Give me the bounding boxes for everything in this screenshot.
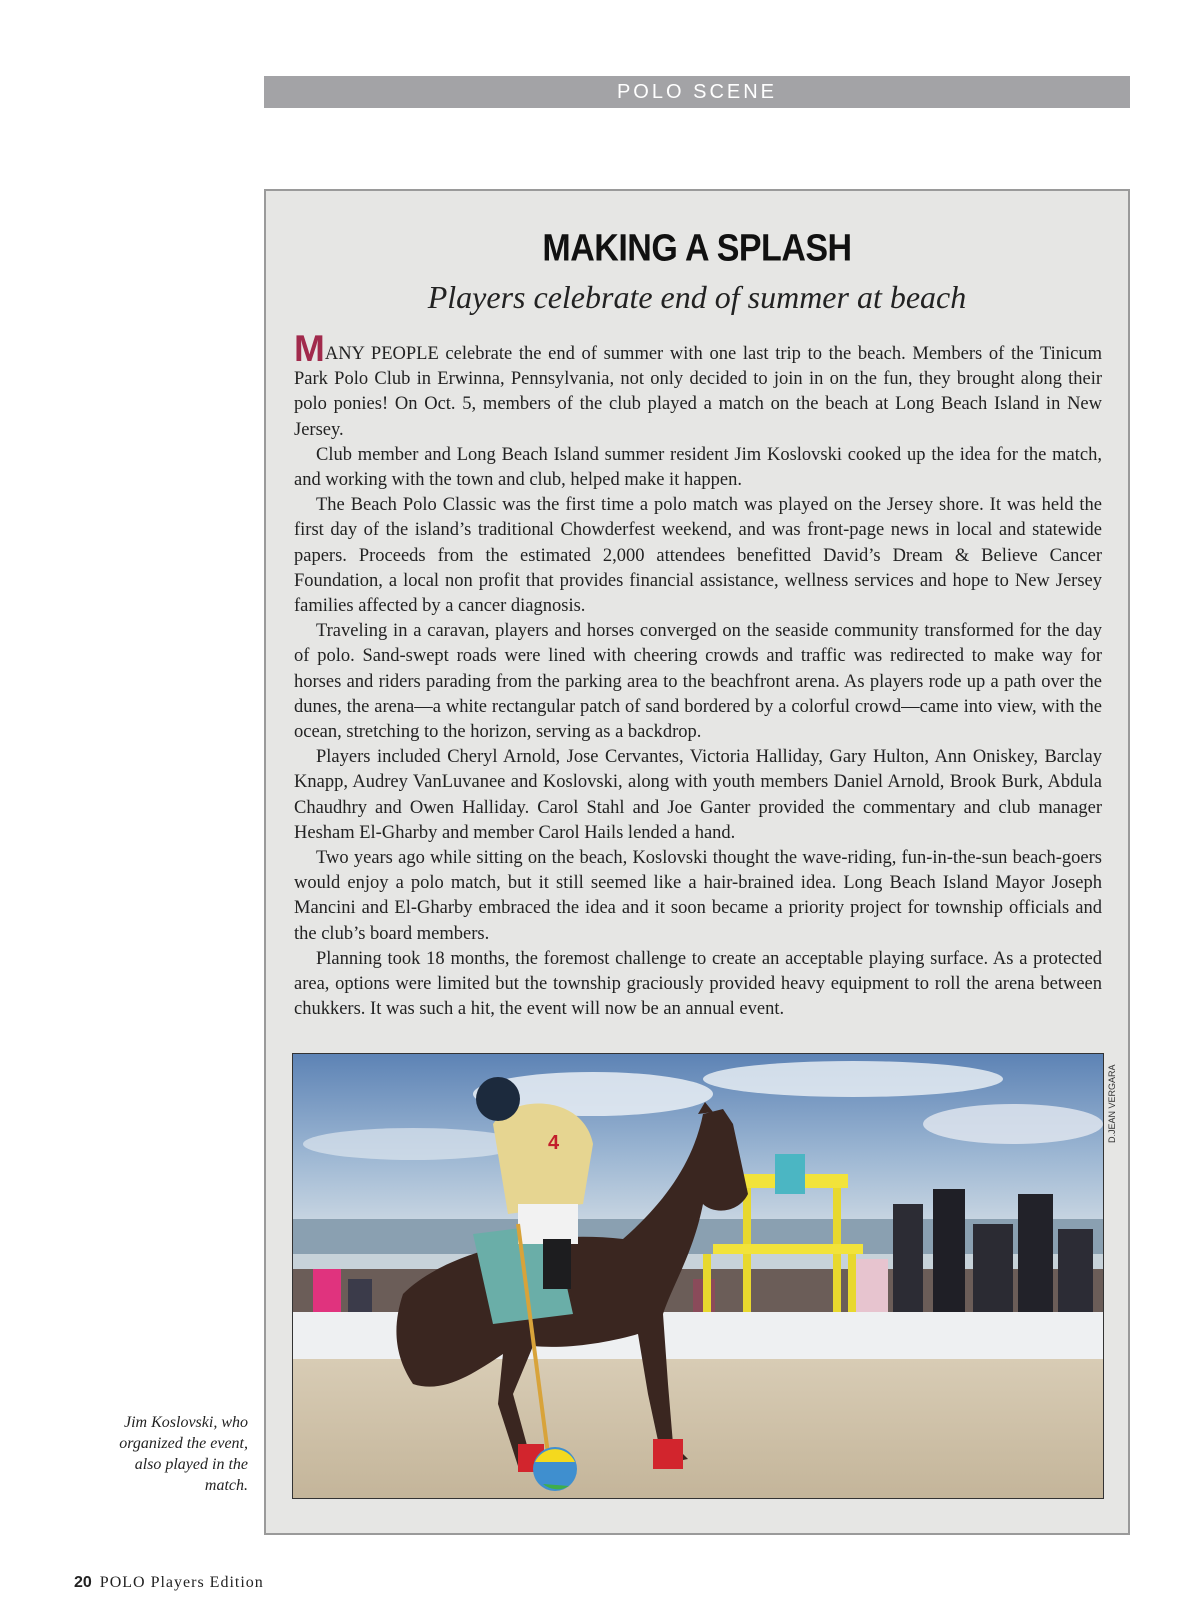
paragraph: Players included Cheryl Arnold, Jose Cervantes, Victoria Halliday, Gary Hulton, Ann Oniskey, Barclay Knapp, Audrey VanLuvanee and Koslovski, along with youth members Daniel Arnold, Brook Burk, Abdula Chaudhry and Owen Halliday. Carol Stahl and Joe Ganter provided the commentary and club manager Hesham El-Gharby and member Carol Hails lended a hand. bbox=[294, 747, 1102, 843]
polo-ball bbox=[533, 1447, 577, 1491]
article-subhead: Players celebrate end of summer at beach bbox=[427, 279, 967, 315]
article-headline: MAKING A SPLASH bbox=[542, 226, 852, 270]
paragraph: Club member and Long Beach Island summer resident Jim Koslovski cooked up the idea for the match, and working with the town and club, helped make it happen. bbox=[294, 444, 1102, 491]
publication-name: POLO Players Edition bbox=[99, 1574, 264, 1591]
paragraph: Traveling in a caravan, players and horses converged on the seaside community transformed for the day of polo. Sand-swept roads were lined with cheering crowds and traffic was redirected to make way for horses and riders parading from the parking area to the beachfront arena. As players rode up a path over the dunes, the arena—a white rectangular patch of sand bordered by a colorful crowd—came into view, with the ocean, stretching to the horizon, serving as a backdrop. bbox=[294, 621, 1102, 743]
cloud bbox=[923, 1104, 1103, 1144]
paragraph-text: ANY PEOPLE celebrate the end of summer with one last trip to the beach. Members of the Tinicum Park Polo Club in Erwinna, Pennsylvania, not only decided to join in on the fun, they brought along their polo ponies! On Oct. 5, members of the club played a match on the beach at Long Beach Island in New Jersey. bbox=[294, 344, 1102, 440]
spectator bbox=[1058, 1229, 1093, 1319]
spectator bbox=[933, 1189, 965, 1319]
drop-cap: M bbox=[294, 328, 325, 369]
spectator bbox=[313, 1269, 341, 1319]
photo-caption: Jim Koslovski, who organized the event, also played in the match. bbox=[119, 1414, 248, 1494]
beach-polo-illustration bbox=[293, 1054, 1103, 1498]
spectator bbox=[1018, 1194, 1053, 1319]
paragraph: Two years ago while sitting on the beach, Koslovski thought the wave-riding, fun-in-the-sun beach-goers would enjoy a polo match, but it still seemed like a hair-brained idea. Long Beach Island Mayor Joseph Mancini and El-Gharby embraced the idea and it soon became a priority project for township officials and the club’s board members. bbox=[294, 848, 1102, 944]
paragraph: The Beach Polo Classic was the first time a polo match was played on the Jersey shore. It was held the first day of the island’s traditional Chowderfest weekend, and was front-page news in local and statewide papers. Proceeds from the estimated 2,000 attendees benefitted David’s Dream & Believe Cancer Foundation, a local non profit that provides financial assistance, wellness services and hope to New Jersey families affected by a cancer diagnosis. bbox=[294, 495, 1102, 617]
section-header: POLO SCENE bbox=[264, 76, 1130, 108]
paragraph bbox=[294, 328, 1102, 443]
cloud bbox=[703, 1061, 1003, 1097]
jersey-number: 4 bbox=[548, 1132, 560, 1154]
page-footer bbox=[74, 1574, 264, 1592]
photo-credit: D.JEAN VERGARA bbox=[1107, 1064, 1117, 1143]
spectator bbox=[893, 1204, 923, 1319]
spectator bbox=[853, 1259, 888, 1319]
paragraph: Planning took 18 months, the foremost challenge to create an acceptable playing surface. As a protected area, options were limited but the township graciously provided heavy equipment to roll the arena between chukkers. It was such a hit, the event will now be an annual event. bbox=[294, 948, 1102, 1020]
page-number: 20 bbox=[74, 1574, 92, 1591]
cloud bbox=[303, 1128, 523, 1160]
spectator bbox=[973, 1224, 1013, 1319]
article-body bbox=[294, 328, 1102, 1022]
polo-photo bbox=[292, 1053, 1104, 1499]
article-box bbox=[264, 189, 1130, 1535]
